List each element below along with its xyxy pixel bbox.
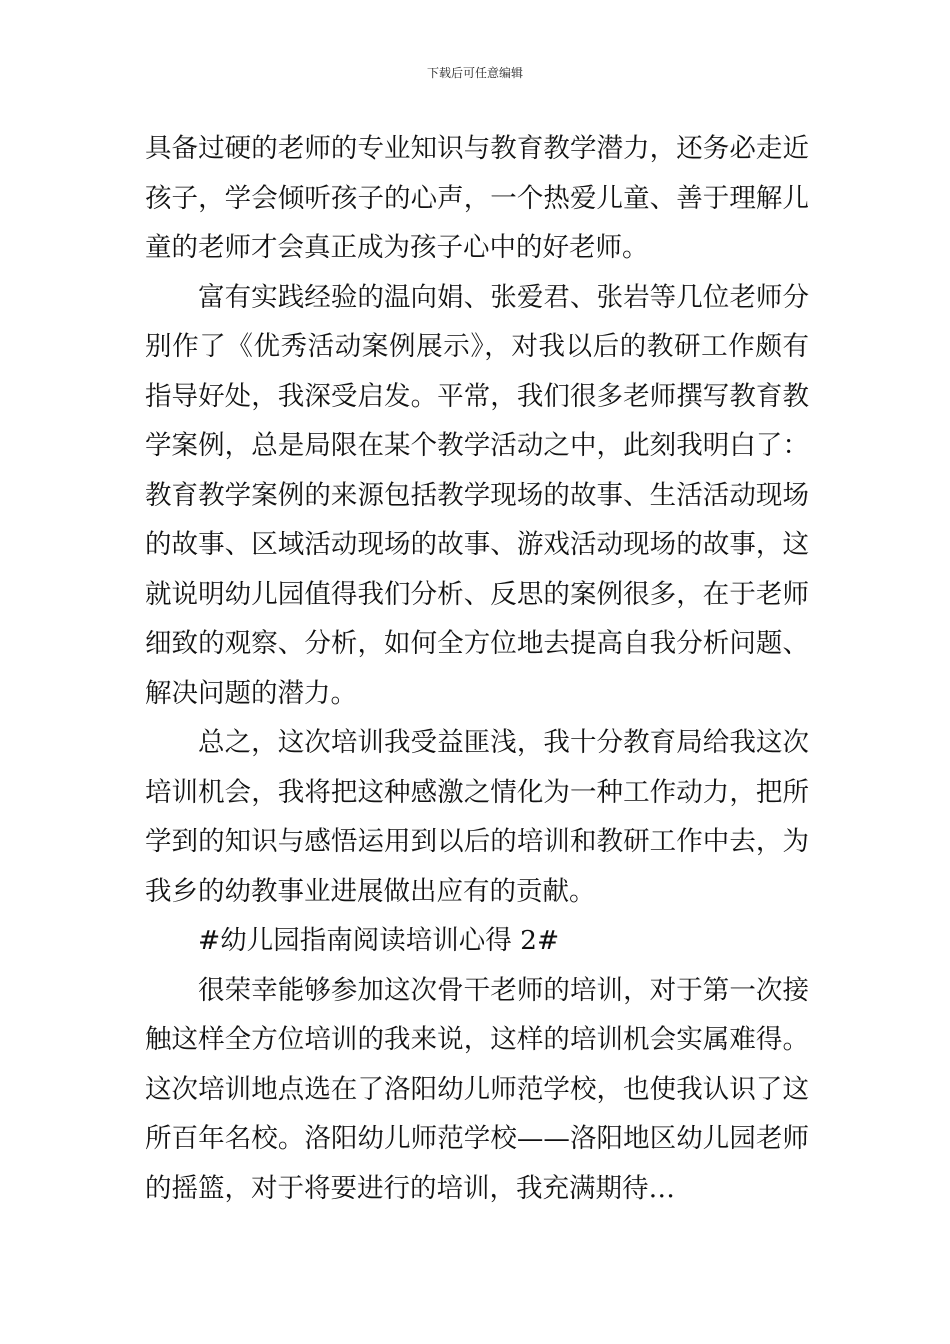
paragraph-conclusion: 总之，这次培训我受益匪浅，我十分教育局给我这次培训机会，我将把这种感激之情化为一种工作动力，把所学到的知识与感悟运用到以后的培训和教研工作中去，为我乡的幼教事业进展做出应有的贡献。: [145, 727, 809, 907]
section-heading: #幼儿园指南阅读培训心得 2#: [198, 925, 560, 956]
paragraph-continued: 具备过硬的老师的专业知识与教育教学潜力，还务必走近孩子，学会倾听孩子的心声，一个热爱儿童、善于理解儿童的老师才会真正成为孩子心中的好老师。: [145, 133, 809, 263]
paragraph-case-study: 富有实践经验的温向娟、张爱君、张岩等几位老师分别作了《优秀活动案例展示》，对我以后的教研工作颇有指导好处，我深受启发。平常，我们很多老师撰写教育教学案例，总是局限在某个教学活动之中，此刻我明白了：教育教学案例的来源包括教学现场的故事、生活活动现场的故事、区域活动现场的故事、游戏活动现场的故事，这就说明幼儿园值得我们分析、反思的案例很多，在于老师细致的观察、分析，如何全方位地去提高自我分析问题、解决问题的潜力。: [145, 281, 809, 709]
document-body: [145, 124, 809, 1213]
page-header-note: 下载后可任意编辑: [426, 66, 523, 80]
paragraph-training-intro: 很荣幸能够参加这次骨干老师的培训，对于第一次接触这样全方位培训的我来说，这样的培训机会实属难得。这次培训地点选在了洛阳幼儿师范学校，也使我认识了这所百年名校。洛阳幼儿师范学校——洛阳地区幼儿园老师的摇篮，对于将要进行的培训，我充满期待…: [145, 974, 809, 1204]
